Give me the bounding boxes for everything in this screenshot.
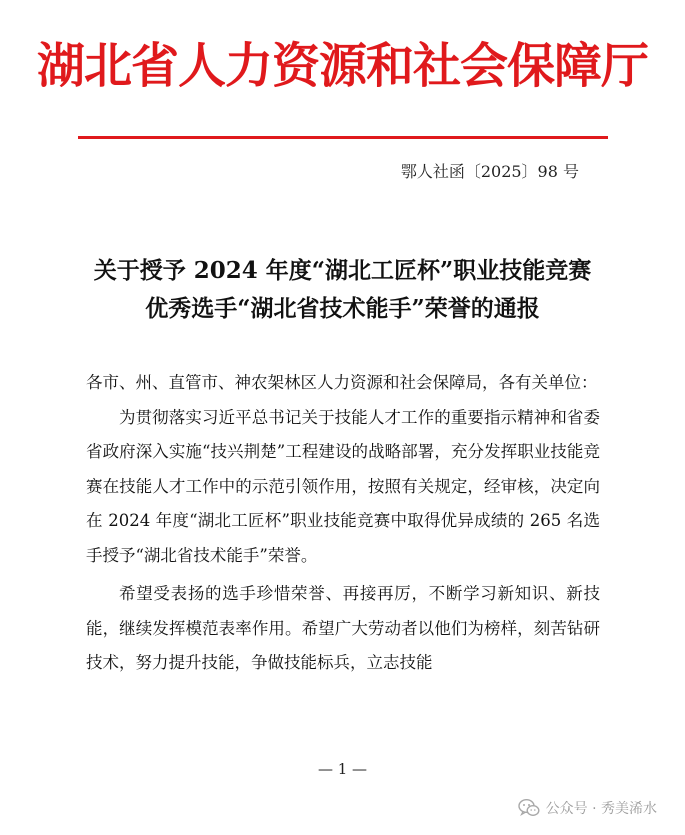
document-number: 鄂人社函〔2025〕98 号 (400, 162, 579, 181)
body-paragraph-1: 为贯彻落实习近平总书记关于技能人才工作的重要指示精神和省委省政府深入实施“技兴荆楚”工程建设的战略部署，充分发挥职业技能竞赛在技能人才工作中的示范引领作用，按照有关规定，经审核，决定向在 2024 年度“湖北工匠杯”职业技能竞赛中取得优异成绩的 265 名选手授予“湖北省技术能手”荣誉。 (86, 407, 600, 565)
wechat-icon (518, 798, 540, 818)
watermark (518, 795, 657, 821)
document-title-line-2: 优秀选手“湖北省技术能手”荣誉的通报 (145, 295, 540, 322)
red-divider-line (78, 136, 608, 139)
document-title-line-1: 关于授予 2024 年度“湖北工匠杯”职业技能竞赛 (93, 257, 592, 284)
document-title (0, 252, 685, 328)
document-body (86, 366, 600, 681)
agency-title: 湖北省人力资源和社会保障厅 (36, 38, 648, 94)
page-number: — 1 — (317, 760, 368, 778)
watermark-text: 公众号 · 秀美浠水 (545, 801, 657, 817)
body-paragraph-2: 希望受表扬的选手珍惜荣誉、再接再厉，不断学习新知识、新技能，继续发挥模范表率作用。希望广大劳动者以他们为榜样，刻苦钻研技术，努力提升技能，争做技能标兵，立志技能 (86, 584, 600, 672)
addressee: 各市、州、直管市、神农架林区人力资源和社会保障局，各有关单位： (86, 373, 598, 392)
